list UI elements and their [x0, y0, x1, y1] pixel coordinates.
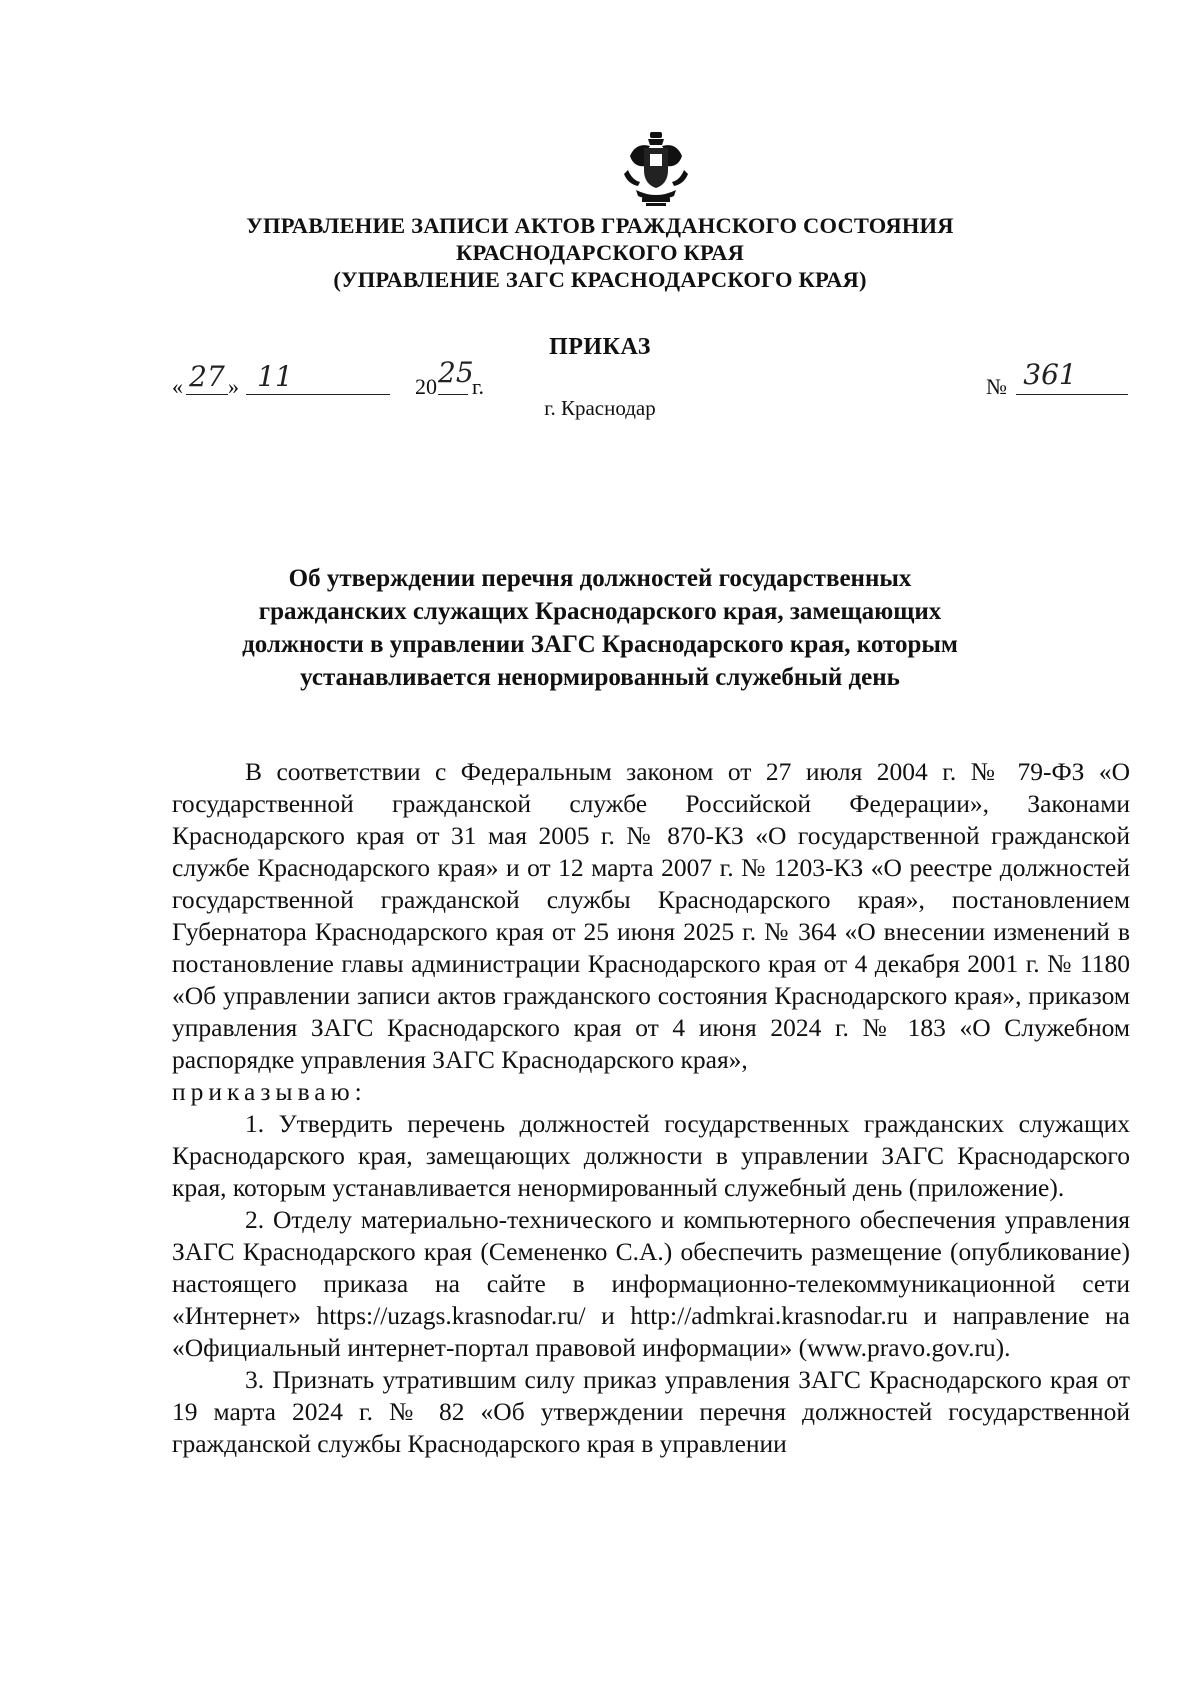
org-line-1: УПРАВЛЕНИЕ ЗАПИСИ АКТОВ ГРАЖДАНСКОГО СОСТОЯНИЯ [246, 213, 954, 238]
date-open-quote: « [172, 374, 183, 399]
item-3: 3. Признать утратившим силу приказ управления ЗАГС Краснодарского края от 19 марта 2024 г. № 82 «Об утверждении перечня должностей государственной гражданской службы Краснодарского края в управлении [172, 1365, 1130, 1458]
date-day-underline [186, 394, 228, 395]
order-word: приказываю: [172, 1077, 367, 1106]
org-line-3: (УПРАВЛЕНИЕ ЗАГС КРАСНОДАРСКОГО КРАЯ) [333, 267, 867, 292]
preamble-paragraph: В соответствии с Федеральным законом от 27 июля 2004 г. № 79-ФЗ «О государственной гражданской службе Российской Федерации», Законами Краснодарского края от 31 мая 2005 г. № 870-КЗ «О государственной гражданской службе Краснодарского края» и от 12 марта 2007 г. № 1203-КЗ «О реестре должностей государственной гражданской службы Краснодарского края», постановлением Губернатора Краснодарского края от 25 июня 2025 г. № 364 «О внесении изменений в постановление главы администрации Краснодарского края от 4 декабря 2001 г. № 1180 «Об управлении записи актов гражданского состояния Краснодарского края», приказом управления ЗАГС Краснодарского края от 4 июня 2024 г. № 183 «О Служебном распорядке управления ЗАГС Краснодарского края», [172, 757, 1130, 1074]
title-line-1: Об утверждении перечня должностей государственных [288, 565, 912, 592]
date-day: 27 [189, 360, 225, 393]
document-date [172, 356, 522, 400]
date-month-underline [246, 394, 390, 395]
org-line-2: КРАСНОДАРСКОГО КРАЯ [455, 240, 745, 265]
document-title [0, 562, 1200, 694]
number-underline [1016, 394, 1128, 395]
date-month: 11 [257, 360, 293, 393]
date-close-quote: » [228, 374, 239, 399]
coat-of-arms-icon [620, 130, 692, 210]
number-value: 361 [1023, 358, 1077, 391]
title-line-2: гражданских служащих Краснодарского края, замещающих [258, 598, 942, 625]
title-line-3: должности в управлении ЗАГС Краснодарского края, которым [242, 631, 958, 658]
city: г. Краснодар [544, 396, 656, 420]
date-century: 20 [415, 374, 437, 399]
document-type: ПРИКАЗ [549, 334, 651, 360]
item-2: 2. Отделу материально-технического и компьютерного обеспечения управления ЗАГС Краснодарского края (Семененко С.А.) обеспечить размещение (опубликование) настоящего приказа на сайте в информационно-телекоммуникационной сети «Интернет» https://uzags.krasnodar.ru/ и http://admkrai.krasnodar.ru и направление на «Официальный интернет-портал правовой информации» (www.pravo.gov.ru). [172, 1205, 1130, 1362]
document-number [986, 360, 1146, 400]
date-year: 25 [438, 356, 474, 389]
title-line-4: устанавливается ненормированный служебный день [300, 664, 900, 691]
organization-name [0, 212, 1200, 293]
document-body [172, 756, 1130, 1460]
date-year-suffix: г. [472, 374, 485, 399]
number-sign: № [986, 374, 1007, 399]
date-year-underline [438, 394, 468, 395]
item-1: 1. Утвердить перечень должностей государственных гражданских служащих Краснодарского края, замещающих должности в управлении ЗАГС Краснодарского края, которым устанавливается ненормированный служебный день (приложение). [172, 1109, 1130, 1202]
